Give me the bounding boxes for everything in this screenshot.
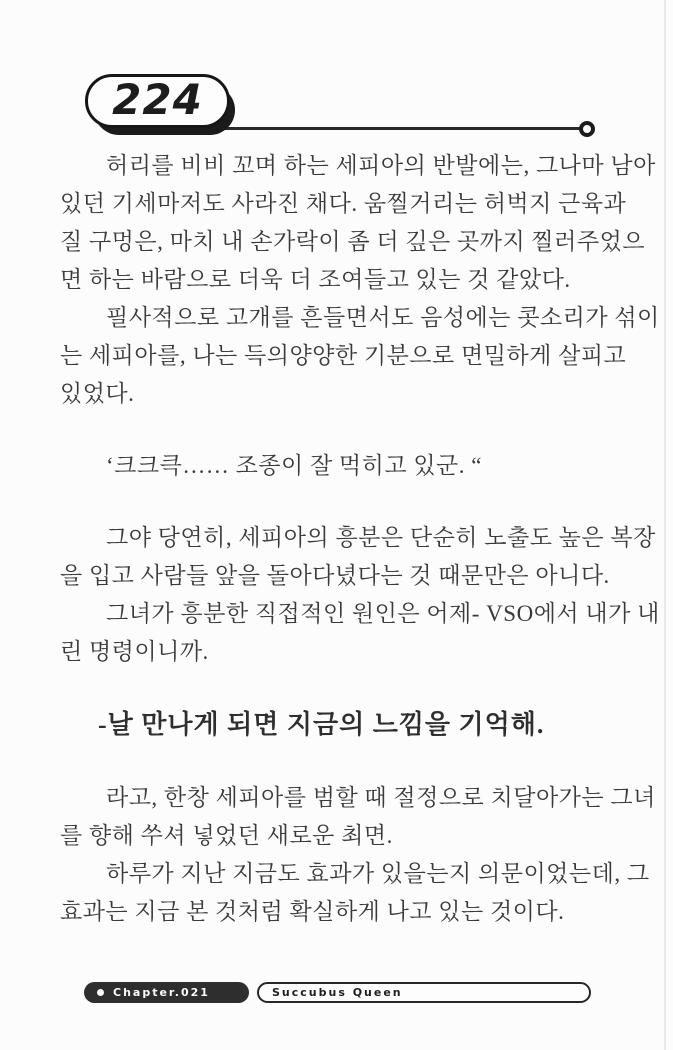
paragraph (60, 595, 660, 671)
paragraph (60, 855, 650, 931)
paragraph (60, 779, 656, 855)
bullet-dot-icon (97, 989, 104, 996)
text-line: ‘크크큭…… 조종이 잘 먹히고 있군. “ (106, 453, 482, 478)
text-line: 면 하는 바람으로 더욱 더 조여들고 있는 것 같았다. (60, 267, 571, 292)
header-end-dot-icon (579, 121, 595, 137)
page-number-badge (85, 74, 230, 128)
quote-paragraph (60, 447, 616, 485)
text-line: 있었다. (60, 381, 135, 406)
paragraph (60, 299, 660, 413)
text-line: 그녀가 흥분한 직접적인 원인은 어제- VSO에서 내가 내 (106, 601, 660, 626)
book-title-label: Succubus Queen (272, 986, 403, 999)
paragraph (60, 519, 656, 595)
text-line: 효과는 지금 본 것처럼 확실하게 나고 있는 것이다. (60, 899, 565, 924)
text-line: 그야 당연히, 세피아의 흥분은 단순히 노출도 높은 복장 (106, 525, 656, 550)
text-line: 는 세피아를, 나는 득의양양한 기분으로 면밀하게 살피고 (60, 343, 627, 368)
book-title-badge (257, 982, 591, 1003)
header-rule-line (150, 127, 587, 130)
text-line: 을 입고 사람들 앞을 돌아다녔다는 것 때문만은 아니다. (60, 563, 610, 588)
text-line: 있던 기세마저도 사라진 채다. 움찔거리는 허벅지 근육과 (60, 191, 627, 216)
paragraph (60, 147, 656, 299)
text-line: 라고, 한창 세피아를 범할 때 절정으로 치달아가는 그녀 (106, 785, 656, 810)
text-line: 를 향해 쑤셔 넣었던 새로운 최면. (60, 823, 393, 848)
chapter-badge (84, 982, 249, 1003)
text-line: 하루가 지난 지금도 효과가 있을는지 의문이었는데, 그 (106, 861, 650, 886)
text-line: 필사적으로 고개를 흔들면서도 음성에는 콧소리가 섞이 (106, 305, 660, 330)
page-number: 224 (112, 75, 203, 124)
text-line: 허리를 비비 꼬며 하는 세피아의 반발에는, 그나마 남아 (106, 153, 656, 178)
page-footer (0, 982, 673, 1003)
text-line: 린 명령이니까. (60, 639, 209, 664)
text-content (60, 147, 660, 931)
text-line: -날 만나게 되면 지금의 느낌을 기억해. (98, 710, 545, 739)
chapter-label: Chapter.021 (113, 986, 210, 999)
page-edge-line (664, 0, 666, 1050)
text-line: 질 구멍은, 마치 내 손가락이 좀 더 깊은 곳까지 찔러주었으 (60, 229, 646, 254)
emphasis-paragraph (60, 705, 616, 745)
